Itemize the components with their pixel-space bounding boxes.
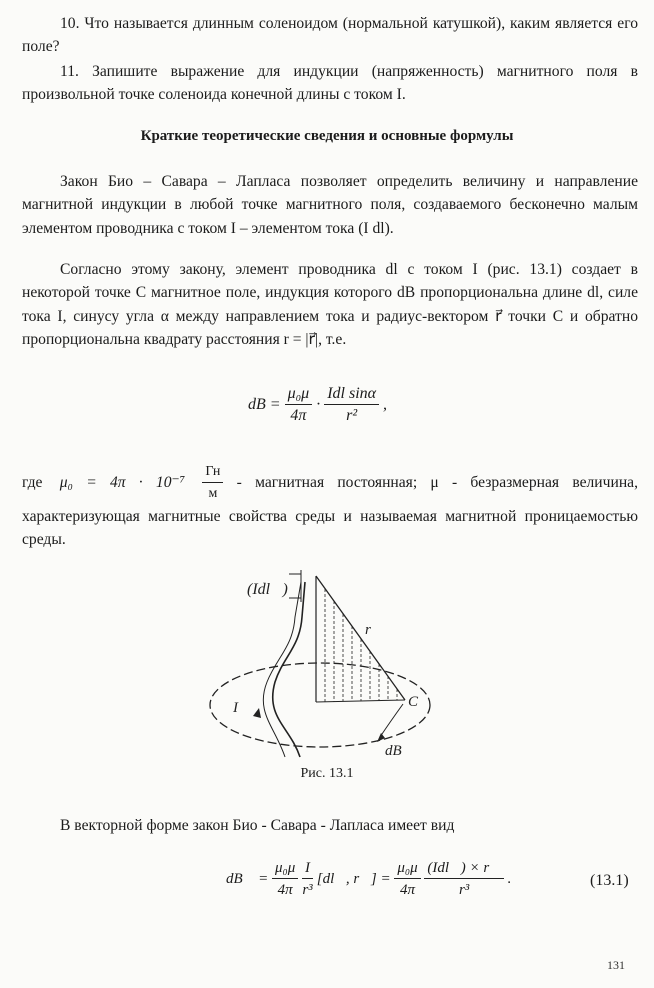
field-circle bbox=[210, 663, 430, 747]
label-db: dB⃗ bbox=[385, 743, 414, 759]
unit-denominator: м bbox=[208, 486, 218, 501]
question-11: 11. Запишите выражение для индукции (напряженность) магнитного поля в произвольной точке соленоида конечной длины с током I. bbox=[22, 63, 638, 104]
fraction-mu-over-4pi bbox=[272, 858, 298, 901]
multiply-dot: · bbox=[316, 396, 321, 414]
fraction-numerator: μ₀μ bbox=[394, 858, 420, 879]
formula-lhs: dB⃗ = bbox=[226, 870, 269, 887]
fraction-idl-sin-over-r2 bbox=[324, 384, 379, 427]
formula-comma: , bbox=[383, 396, 388, 414]
text-where: где bbox=[22, 474, 43, 492]
fraction-i-over-r3 bbox=[302, 858, 313, 901]
triangle-base bbox=[316, 700, 405, 702]
fraction-denominator: 4π bbox=[400, 882, 416, 898]
formula-lhs: dB = bbox=[248, 396, 281, 414]
db-arrow bbox=[380, 704, 403, 737]
section-heading: Краткие теоретические сведения и основные формулы bbox=[140, 128, 514, 144]
paragraph-vector-form: В векторной форме закон Био - Савара - Лапласа имеет вид bbox=[60, 817, 455, 834]
fraction-denominator: r³ bbox=[302, 882, 313, 898]
fraction-denominator: r³ bbox=[458, 882, 470, 898]
fraction-numerator: μ₀μ bbox=[272, 858, 298, 879]
fraction-numerator: Idl sinα bbox=[324, 384, 379, 405]
figure-caption: Рис. 13.1 bbox=[300, 766, 354, 781]
fraction-denominator: r² bbox=[346, 407, 358, 424]
label-c: C bbox=[408, 694, 419, 710]
mu0-unit-fraction bbox=[202, 462, 223, 505]
mu0-expression: μ₀ = 4π · 10⁻⁷ bbox=[59, 474, 186, 492]
paragraph-bio-savart-intro: Закон Био – Савара – Лапласа позволяет определить величину и направление магнитной индукции в любой точке магнитного поля, создаваемого бесконечно малым элементом проводника с током I – элементом тока (I dl). bbox=[22, 173, 638, 237]
figure-13-1 bbox=[205, 562, 435, 762]
unit-numerator: Гн bbox=[202, 462, 223, 483]
fraction-denominator: 4π bbox=[290, 407, 307, 424]
formula-db-scalar bbox=[248, 384, 387, 427]
label-i: I bbox=[233, 700, 238, 716]
fraction-denominator: 4π bbox=[277, 882, 293, 898]
label-idl: (Idl⃗) bbox=[247, 581, 288, 598]
formula-period: . bbox=[507, 870, 512, 887]
paragraph-law-statement: Согласно этому закону, элемент проводника dl с током I (рис. 13.1) создает в некоторой точке C магнитное поле, индукция которого dB пропорциональна длине dl, силе тока I, синусу угла α между направлением тока и радиус-вектором r⃗ точки C и обратно пропорциональна квадрату расстояния r = |r⃗|, т.е. bbox=[22, 261, 638, 349]
current-arrowhead bbox=[253, 708, 261, 718]
fraction-numerator: μ₀μ bbox=[285, 384, 313, 405]
conductor-wire bbox=[273, 582, 305, 757]
db-arrowhead bbox=[377, 733, 385, 742]
text-mu0-description: - магнитная постоянная; μ - безразмерная величина, характеризующая магнитные свойства среды и называемая магнитной проницаемостью среды. bbox=[22, 474, 638, 549]
page-number: 131 bbox=[607, 958, 625, 972]
question-10: 10. Что называется длинным соленоидом (нормальной катушкой), каким является его поле? bbox=[22, 15, 638, 56]
fraction-mu-over-4pi-2 bbox=[394, 858, 420, 901]
conductor-wire-edge bbox=[263, 582, 301, 757]
radius-vector-line bbox=[316, 576, 405, 700]
fraction-mu-over-4pi bbox=[285, 384, 313, 427]
triangle-hatching bbox=[325, 589, 397, 702]
fraction-numerator: (Idl⃗) × r⃗ bbox=[424, 858, 503, 879]
equation-number: (13.1) bbox=[590, 872, 629, 889]
paragraph-mu0-definition bbox=[22, 462, 638, 552]
cross-product-bracket: [dl⃗, r⃗] = bbox=[316, 870, 391, 887]
formula-db-vector bbox=[226, 858, 511, 901]
fraction-numerator: I bbox=[302, 858, 313, 879]
fraction-idl-cross-r-over-r3 bbox=[424, 858, 503, 901]
label-r: r⃗ bbox=[365, 622, 383, 638]
